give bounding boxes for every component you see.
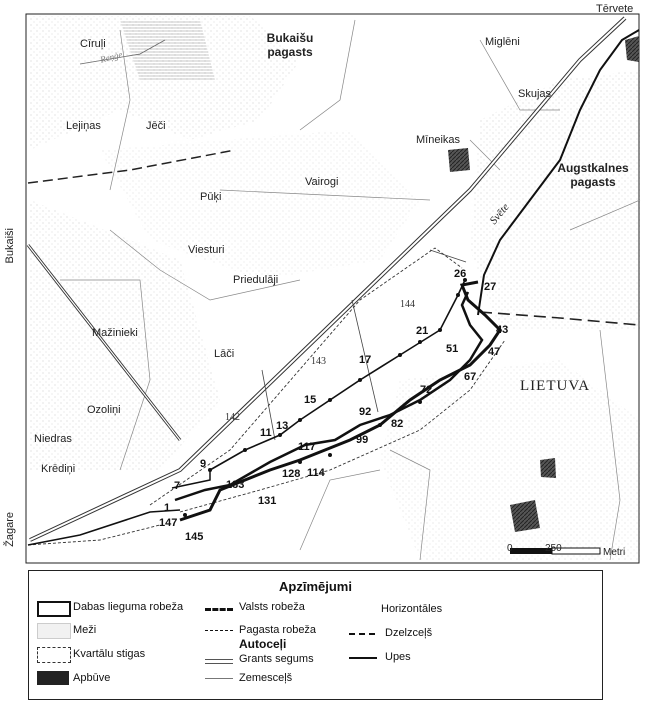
label-jeci: Jēči [146, 120, 166, 132]
label-bukaisu-pagasts: Bukaišu pagasts [266, 31, 314, 59]
point-27: 27 [484, 281, 497, 293]
scale-mid: 250 [545, 543, 562, 554]
label-augstkalnes-pagasts: Augstkalnes pagasts [557, 161, 629, 189]
point-13: 13 [276, 420, 289, 432]
building-swatch [37, 671, 69, 685]
legend-rivers: Upes [385, 651, 411, 663]
point-67: 67 [464, 371, 477, 383]
point-43: 43 [496, 324, 509, 336]
legend-boundary: Dabas lieguma robeža [73, 601, 184, 613]
quarter-143: 143 [311, 356, 326, 367]
legend-title: Apzīmējumi [279, 579, 352, 594]
legend-railway: Dzelzceļš [385, 627, 433, 639]
label-mazinieki: Mažinieki [92, 327, 138, 339]
label-ciruli: Cīruļi [80, 38, 106, 50]
legend-quarter-lines: Kvartālu stigas [73, 648, 146, 660]
point-26: 26 [454, 268, 467, 280]
parish-border-swatch [205, 630, 233, 631]
label-lejinas: Lejiņas [66, 120, 101, 132]
legend-buildings: Apbūve [73, 672, 111, 684]
legend-forests: Meži [73, 624, 97, 636]
point-82: 82 [391, 418, 404, 430]
railway-swatch [349, 633, 375, 635]
legend-parish-border: Pagasta robeža [239, 624, 317, 636]
scale-zero: 0 [507, 543, 513, 554]
legend-dirt: Zemesceļš [239, 672, 293, 684]
point-133: 133 [226, 479, 245, 491]
point-9: 9 [200, 458, 207, 470]
legend-state-border: Valsts robeža [239, 601, 305, 613]
label-viesturi: Viesturi [188, 244, 225, 256]
point-114: 114 [307, 467, 325, 479]
label-puki: Pūķi [200, 191, 222, 203]
dirt-swatch [205, 678, 233, 679]
label-kredini: Krēdiņi [41, 463, 76, 475]
point-11: 11 [260, 427, 272, 439]
point-7: 7 [174, 480, 181, 492]
label-river-renge: Reņģe [99, 49, 124, 65]
gravel-swatch [205, 659, 233, 664]
label-skujas: Skujas [518, 88, 552, 100]
river-swatch [349, 657, 377, 659]
legend-contours: Horizontāles [381, 603, 443, 615]
boundary-swatch [37, 601, 71, 617]
label-bukaisi: Bukaiši [4, 228, 16, 264]
point-1: 1 [164, 502, 171, 514]
point-128: 128 [282, 468, 301, 480]
label-zagare: Žagare [4, 512, 16, 547]
point-72: 72 [420, 384, 433, 396]
point-21: 21 [416, 325, 429, 337]
state-border-swatch [205, 608, 233, 611]
quarter-swatch [37, 647, 71, 663]
point-47: 47 [488, 346, 501, 358]
legend-gravel: Grants segums [239, 653, 314, 665]
point-99: 99 [356, 434, 369, 446]
scale-unit: Metri [603, 547, 626, 558]
point-51: 51 [446, 343, 459, 355]
label-priedulaji: Priedulāji [233, 274, 279, 286]
point-131: 131 [258, 495, 277, 507]
label-mineikas: Mīneikas [416, 134, 461, 146]
quarter-144: 144 [400, 299, 415, 310]
point-17: 17 [359, 354, 372, 366]
forest-swatch [37, 623, 71, 639]
point-92: 92 [359, 406, 372, 418]
quarter-142: 142 [225, 412, 240, 423]
label-niedras: Niedras [34, 433, 72, 445]
label-tervete: Tērvete [596, 3, 634, 15]
label-laci: Lāči [214, 348, 235, 360]
legend-roads-heading: Autoceļi [239, 637, 287, 651]
point-147: 147 [159, 517, 178, 529]
label-vairogi: Vairogi [305, 176, 339, 188]
label-migleni: Miglēni [485, 36, 520, 48]
point-117: 117 [298, 441, 316, 453]
label-lietuva: LIETUVA [520, 378, 591, 394]
label-river-svete: Svēte [487, 201, 512, 227]
point-145: 145 [185, 531, 204, 543]
legend [28, 570, 603, 700]
point-15: 15 [304, 394, 317, 406]
label-ozolini: Ozoliņi [87, 404, 121, 416]
